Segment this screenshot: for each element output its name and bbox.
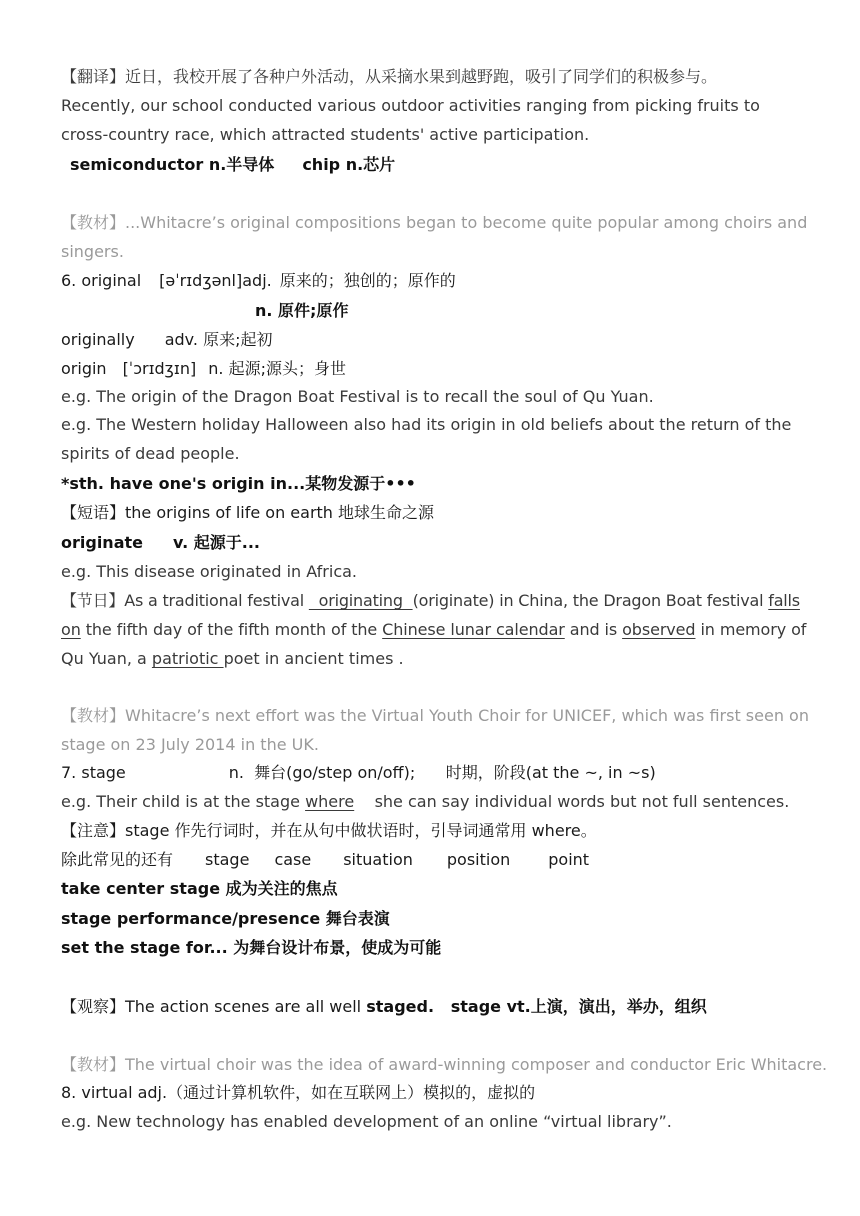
word-6-example-2-line-1: e.g. The Western holiday Halloween also had its origin in old beliefs about the return of the (61, 415, 792, 434)
originate-word: originate (61, 533, 143, 552)
common-word: position (446, 850, 511, 869)
festival-falls: falls (768, 591, 800, 610)
word-7-example-where: where (305, 792, 355, 811)
word-6-originate (61, 528, 810, 557)
origin-meaning: n. 起源;源头；身世 (208, 359, 346, 378)
festival-text-7: poet in ancient times . (223, 649, 404, 668)
word-7-phrase-3: set the stage for... 为舞台设计布景，使成为可能 (61, 938, 442, 957)
originate-meaning: v. 起源于... (173, 533, 261, 552)
word-7-phrase-1: take center stage 成为关注的焦点 (61, 879, 338, 898)
word-6-head: 6. original (61, 271, 142, 290)
festival-text-2: (originate) in China, the Dragon Boat festival (412, 591, 769, 610)
textbook-quote-2-line-1: 【教材】Whitacre’s next effort was the Virtual Youth Choir for UNICEF, which was first seen on (61, 706, 809, 725)
festival-text-5: in memory of (695, 620, 807, 639)
word-7-observe (61, 992, 810, 1021)
festival-on: on (61, 620, 81, 639)
vocab-chip: chip n.芯片 (302, 155, 396, 174)
word-7-heading (61, 758, 810, 787)
word-7-example-text-1: e.g. Their child is at the stage (61, 792, 306, 811)
word-6-example-3: e.g. This disease originated in Africa. (61, 562, 357, 581)
word-6-meaning: 原来的；独创的；原作的 (279, 271, 456, 290)
festival-patriotic: patriotic (151, 649, 224, 668)
word-7-head: 7. stage (61, 763, 126, 782)
observe-text-2: stage vt.上演，演出，举办，组织 (434, 997, 707, 1016)
origin-phonetic: [ˈɔrɪdʒɪn] (122, 359, 197, 378)
observe-text-1: 【观察】The action scenes are all well (61, 997, 367, 1016)
festival-text-1: 【节日】As a traditional festival (61, 591, 309, 610)
word-6-example-2-line-2: spirits of dead people. (61, 444, 240, 463)
festival-line-3 (61, 644, 810, 673)
festival-line-1 (61, 586, 810, 615)
festival-text-4: and is (564, 620, 623, 639)
common-word: point (548, 850, 590, 869)
word-8-example-1: e.g. New technology has enabled development of an online “virtual library”. (61, 1112, 672, 1131)
word-6-origin (61, 354, 810, 383)
word-7-example-text-2: she can say individual words but not full sentences. (354, 792, 790, 811)
word-6-originally (61, 325, 810, 354)
word-6-noun: n. 原件;原作 (255, 301, 349, 320)
originally-meaning: adv. 原来;起初 (164, 330, 273, 349)
translation-zh: 【翻译】近日，我校开展了各种户外活动，从采摘水果到越野跑，吸引了同学们的积极参与。 (61, 67, 718, 86)
word-6-phonetic: [əˈrɪdʒənl]adj. (159, 271, 272, 290)
festival-line-2 (61, 615, 810, 644)
origin-word: origin (61, 359, 107, 378)
word-6-example-1: e.g. The origin of the Dragon Boat Festival is to recall the soul of Qu Yuan. (61, 387, 654, 406)
festival-text-3: the fifth day of the fifth month of the (80, 620, 383, 639)
vocab-semiconductor: semiconductor n.半导体 (70, 155, 275, 174)
common-word: stage (205, 850, 250, 869)
word-7-phrase-2: stage performance/presence 舞台表演 (61, 909, 390, 928)
common-word: situation (343, 850, 413, 869)
observe-staged: staged. (366, 997, 435, 1016)
festival-text-6: Qu Yuan, a (61, 649, 152, 668)
word-8-heading: 8. virtual adj.（通过计算机软件，如在互联网上）模拟的，虚拟的 (61, 1083, 536, 1102)
textbook-quote-2-line-2: stage on 23 July 2014 in the UK. (61, 735, 319, 754)
textbook-quote-1-line-2: singers. (61, 242, 124, 261)
festival-lunar-calendar: Chinese lunar calendar (382, 620, 565, 639)
translation-en-line-1: Recently, our school conducted various outdoor activities ranging from picking fruits to (61, 96, 760, 115)
textbook-quote-3: 【教材】The virtual choir was the idea of award-winning composer and conductor Eric Whitacre. (61, 1055, 828, 1074)
word-7-example (61, 787, 810, 816)
festival-observed: observed (622, 620, 696, 639)
textbook-quote-1-line-1: 【教材】...Whitacre’s original compositions began to become quite popular among choirs and (61, 213, 808, 232)
word-7-meaning: n. 舞台(go/step on/off); 时期，阶段(at the ~, in ~s) (228, 763, 656, 782)
word-7-common-words (61, 845, 810, 874)
word-6-phrase: 【短语】the origins of life on earth 地球生命之源 (61, 503, 435, 522)
word-6-heading (61, 266, 810, 295)
common-words-label: 除此常见的还有 (61, 850, 174, 869)
common-word: case (274, 850, 312, 869)
word-7-note: 【注意】stage 作先行词时，并在从句中做状语时，引导词通常用 where。 (61, 821, 597, 840)
translation-en-line-2: cross-country race, which attracted students' active participation. (61, 125, 590, 144)
festival-blank-answer: originating (308, 591, 413, 610)
originally-word: originally (61, 330, 135, 349)
word-6-bold-phrase: *sth. have one's origin in...某物发源于••• (61, 474, 416, 493)
vocab-line (70, 150, 810, 179)
